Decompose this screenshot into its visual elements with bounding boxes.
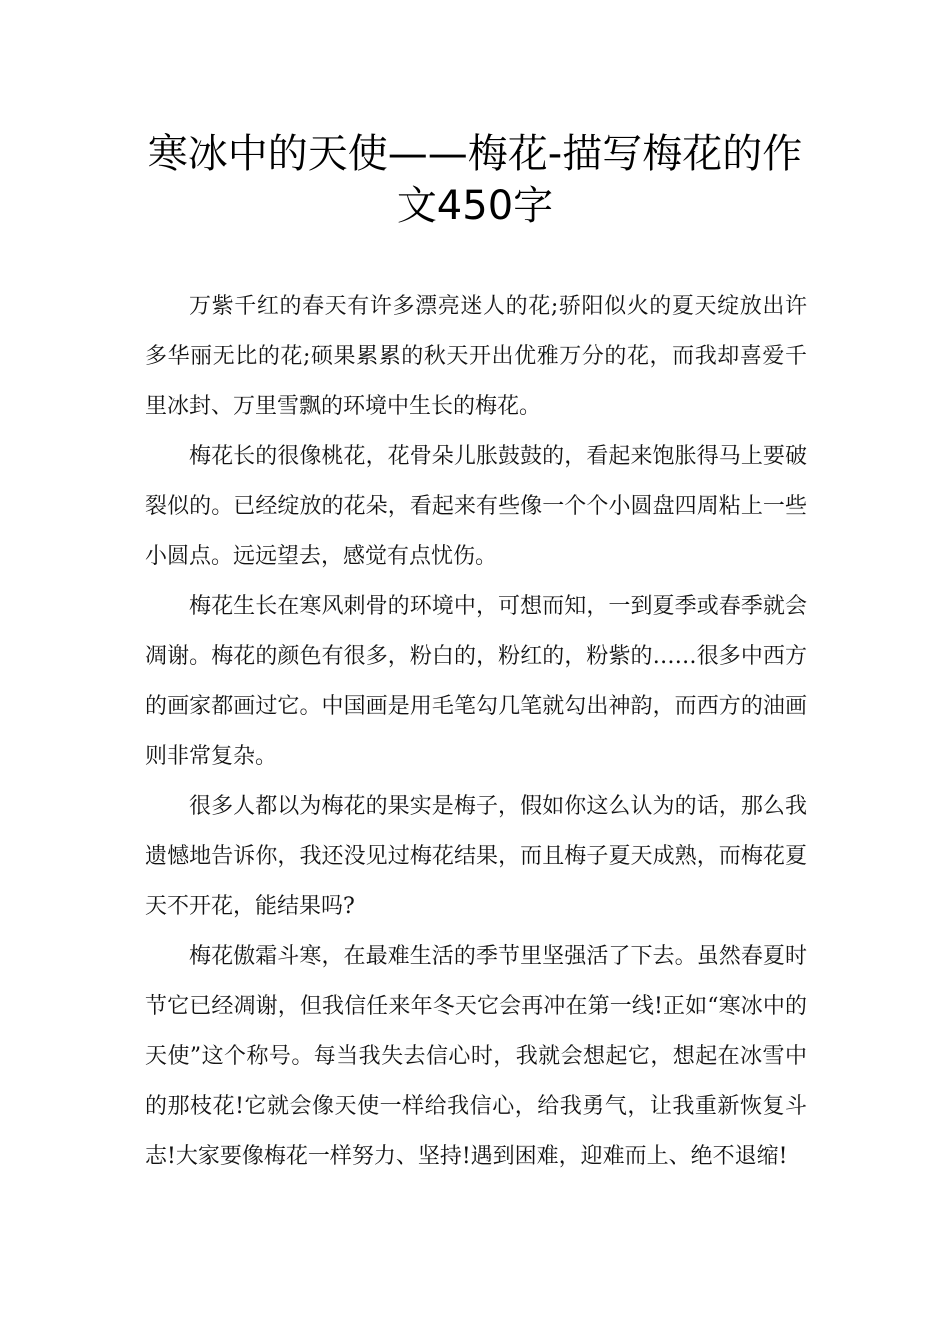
paragraph-4: 很多人都以为梅花的果实是梅子，假如你这么认为的话，那么我遗憾地告诉你，我还没见过梅花结果，而且梅子夏天成熟，而梅花夏天不开花，能结果吗? [145, 794, 807, 919]
paragraph-2: 梅花长的很像桃花，花骨朵儿胀鼓鼓的，看起来饱胀得马上要破裂似的。已经绽放的花朵，看起来有些像一个个小圆盘四周粘上一些小圆点。远远望去，感觉有点忧伤。 [145, 444, 807, 569]
paragraph-3: 梅花生长在寒风刺骨的环境中，可想而知，一到夏季或春季就会凋谢。梅花的颜色有很多，粉白的，粉红的，粉紫的……很多中西方的画家都画过它。中国画是用毛笔勾几笔就勾出神韵，而西方的油画则非常复杂。 [145, 594, 807, 769]
article-body [145, 282, 807, 1182]
paragraph-5: 梅花傲霜斗寒，在最难生活的季节里坚强活了下去。虽然春夏时节它已经凋谢，但我信任来年冬天它会再冲在第一线!正如“寒冰中的天使”这个称号。每当我失去信心时，我就会想起它，想起在冰雪中的那枝花!它就会像天使一样给我信心，给我勇气，让我重新恢复斗志!大家要像梅花一样努力、坚持!遇到困难，迎难而上、绝不退缩! [145, 944, 807, 1169]
page-title: 寒冰中的天使——梅花-描写梅花的作文450字 [147, 131, 803, 229]
paragraph-1: 万紫千红的春天有许多漂亮迷人的花;骄阳似火的夏天绽放出许多华丽无比的花;硕果累累的秋天开出优雅万分的花，而我却喜爱千里冰封、万里雪飘的环境中生长的梅花。 [145, 294, 807, 419]
